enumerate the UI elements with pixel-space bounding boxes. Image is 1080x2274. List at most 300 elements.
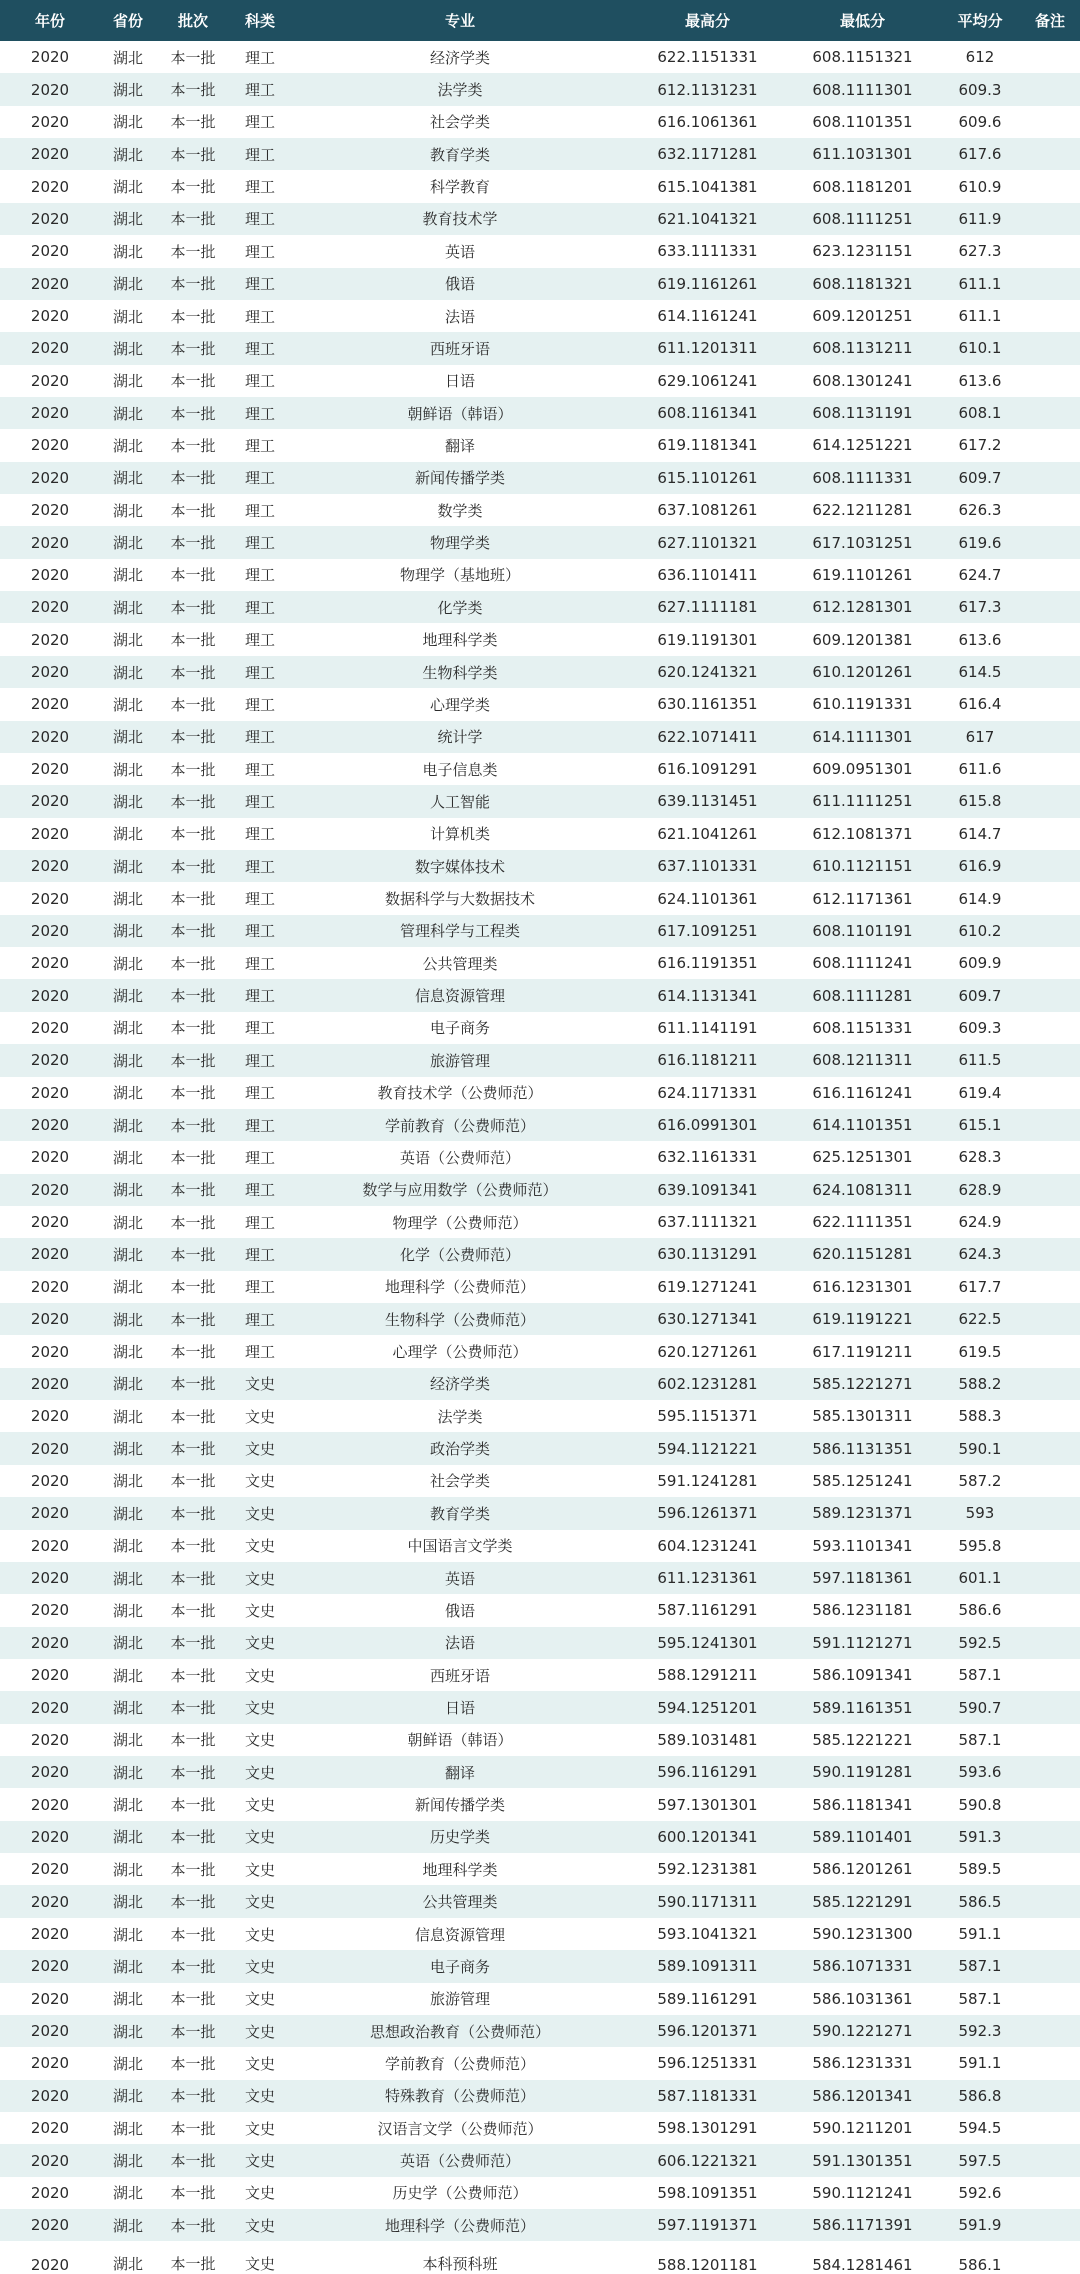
province-cell: 湖北 — [112, 1375, 143, 1394]
batch-cell: 本一批 — [170, 2216, 216, 2235]
min-score-cell: 593.1101341 — [812, 1536, 913, 1555]
remark-cell — [1020, 1141, 1080, 1173]
avg-score-cell: 601.1 — [958, 1569, 1002, 1588]
category-cell: 理工 — [244, 566, 275, 585]
major-cell: 翻译 — [444, 1763, 475, 1782]
province-cell: 湖北 — [112, 1828, 143, 1847]
table-row — [0, 1141, 1080, 1173]
header-max-score: 最高分 — [684, 12, 730, 30]
max-score-cell: 627.1111181 — [657, 598, 758, 617]
max-score-cell: 616.1061361 — [657, 112, 758, 131]
remark-cell — [1020, 818, 1080, 850]
category-cell: 理工 — [244, 1148, 275, 1167]
province-cell: 湖北 — [112, 566, 143, 585]
major-cell: 地理科学（公费师范） — [384, 2216, 535, 2235]
max-score-cell: 611.1231361 — [657, 1569, 758, 1588]
year-cell: 2020 — [30, 48, 70, 67]
max-score-cell: 612.1131231 — [657, 80, 758, 99]
major-cell: 信息资源管理 — [414, 1925, 505, 1944]
min-score-cell: 624.1081311 — [812, 1180, 913, 1199]
remark-cell — [1020, 2015, 1080, 2047]
category-cell: 理工 — [244, 987, 275, 1006]
major-cell: 社会学类 — [429, 113, 490, 132]
avg-score-cell: 617.2 — [958, 436, 1002, 455]
year-cell: 2020 — [30, 436, 70, 455]
min-score-cell: 590.1191281 — [812, 1763, 913, 1782]
avg-score-cell: 611.9 — [958, 209, 1002, 228]
remark-cell — [1020, 138, 1080, 170]
avg-score-cell: 611.6 — [958, 760, 1002, 779]
avg-score-cell: 590.7 — [958, 1698, 1002, 1717]
major-cell: 心理学类 — [429, 695, 490, 714]
table-row — [0, 818, 1080, 850]
year-cell: 2020 — [30, 1601, 70, 1620]
max-score-cell: 632.1171281 — [657, 145, 758, 164]
province-cell: 湖北 — [112, 1084, 143, 1103]
min-score-cell: 608.1101351 — [812, 112, 913, 131]
province-cell: 湖北 — [112, 1116, 143, 1135]
batch-cell: 本一批 — [170, 792, 216, 811]
province-cell: 湖北 — [112, 1019, 143, 1038]
province-cell: 湖北 — [112, 275, 143, 294]
year-cell: 2020 — [30, 1763, 70, 1782]
category-cell: 理工 — [244, 760, 275, 779]
batch-cell: 本一批 — [170, 1925, 216, 1944]
batch-cell: 本一批 — [170, 695, 216, 714]
avg-score-cell: 619.5 — [958, 1342, 1002, 1361]
batch-cell: 本一批 — [170, 728, 216, 747]
remark-cell — [1020, 365, 1080, 397]
major-cell: 思想政治教育（公费师范） — [369, 2022, 550, 2041]
year-cell: 2020 — [30, 80, 70, 99]
min-score-cell: 585.1251241 — [812, 1471, 913, 1490]
remark-cell — [1020, 73, 1080, 105]
year-cell: 2020 — [30, 663, 70, 681]
remark-cell — [1020, 1788, 1080, 1820]
table-row — [0, 429, 1080, 461]
avg-score-cell: 586.1 — [958, 2255, 1002, 2274]
category-cell: 理工 — [244, 792, 275, 811]
major-cell: 管理科学与工程类 — [399, 922, 520, 941]
table-row — [0, 1594, 1080, 1626]
year-cell: 2020 — [30, 824, 70, 843]
year-cell: 2020 — [30, 1116, 70, 1135]
year-cell: 2020 — [30, 112, 70, 131]
year-cell: 2020 — [30, 1245, 70, 1264]
major-cell: 科学教育 — [429, 178, 490, 197]
remark-cell — [1020, 1077, 1080, 1109]
remark-cell — [1020, 623, 1080, 655]
remark-cell — [1020, 1724, 1080, 1756]
header-category: 科类 — [244, 12, 275, 30]
avg-score-cell: 587.1 — [958, 1666, 1002, 1685]
avg-score-cell: 610.9 — [958, 177, 1002, 196]
max-score-cell: 617.1091251 — [657, 921, 758, 940]
province-cell: 湖北 — [112, 2152, 143, 2171]
max-score-cell: 589.1091311 — [657, 1957, 758, 1976]
max-score-cell: 619.1161261 — [657, 274, 758, 293]
remark-cell — [1020, 203, 1080, 235]
year-cell: 2020 — [30, 1439, 70, 1458]
table-row — [0, 2177, 1080, 2209]
batch-cell: 本一批 — [170, 469, 216, 488]
year-cell: 2020 — [30, 1083, 70, 1102]
category-cell: 文史 — [244, 2054, 275, 2073]
table-row — [0, 1530, 1080, 1562]
category-cell: 理工 — [244, 728, 275, 747]
max-score-cell: 598.1091351 — [657, 2183, 758, 2202]
max-score-cell: 636.1101411 — [657, 565, 758, 584]
avg-score-cell: 591.1 — [958, 1925, 1002, 1944]
min-score-cell: 609.0951301 — [812, 760, 913, 779]
remark-cell — [1020, 1271, 1080, 1303]
table-row — [0, 2241, 1080, 2273]
province-cell: 湖北 — [112, 922, 143, 941]
year-cell: 2020 — [30, 1569, 70, 1588]
remark-cell — [1020, 1950, 1080, 1982]
category-cell: 文史 — [244, 2254, 275, 2273]
avg-score-cell: 589.5 — [958, 1860, 1002, 1879]
table-row — [0, 1821, 1080, 1853]
table-row — [0, 1659, 1080, 1691]
min-score-cell: 625.1251301 — [812, 1148, 913, 1167]
major-cell: 日语 — [444, 1699, 475, 1717]
remark-cell — [1020, 2112, 1080, 2144]
avg-score-cell: 628.3 — [958, 1148, 1002, 1167]
max-score-cell: 597.1191371 — [657, 2216, 758, 2235]
batch-cell: 本一批 — [170, 436, 216, 455]
remark-cell — [1020, 1691, 1080, 1723]
avg-score-cell: 610.1 — [958, 339, 1002, 358]
max-score-cell: 621.1041261 — [657, 824, 758, 843]
major-cell: 英语（公费师范） — [399, 1148, 520, 1167]
major-cell: 化学（公费师范） — [399, 1245, 520, 1264]
remark-cell — [1020, 1530, 1080, 1562]
max-score-cell: 616.1091291 — [657, 760, 758, 779]
major-cell: 英语（公费师范） — [399, 2152, 520, 2171]
batch-cell: 本一批 — [170, 275, 216, 294]
major-cell: 教育学类 — [429, 1504, 490, 1523]
remark-cell — [1020, 300, 1080, 332]
avg-score-cell: 591.1 — [958, 2054, 1002, 2073]
year-cell: 2020 — [30, 209, 70, 228]
table-row — [0, 721, 1080, 753]
category-cell: 理工 — [244, 1051, 275, 1070]
min-score-cell: 617.1031251 — [812, 533, 913, 552]
category-cell: 理工 — [244, 1245, 275, 1264]
year-cell: 2020 — [30, 1730, 70, 1749]
batch-cell: 本一批 — [170, 1828, 216, 1847]
min-score-cell: 590.1221271 — [812, 2022, 913, 2041]
table-row — [0, 170, 1080, 202]
table-row — [0, 1109, 1080, 1141]
batch-cell: 本一批 — [170, 1116, 216, 1135]
province-cell: 湖北 — [112, 760, 143, 779]
avg-score-cell: 613.6 — [958, 630, 1002, 649]
category-cell: 文史 — [244, 1375, 275, 1394]
max-score-cell: 637.1081261 — [657, 501, 758, 520]
max-score-cell: 595.1241301 — [657, 1633, 758, 1652]
category-cell: 理工 — [244, 922, 275, 941]
year-cell: 2020 — [30, 404, 70, 423]
max-score-cell: 616.1181211 — [657, 1051, 758, 1070]
batch-cell: 本一批 — [170, 113, 216, 132]
avg-score-cell: 586.8 — [958, 2086, 1002, 2105]
major-cell: 信息资源管理 — [414, 987, 505, 1006]
max-score-cell: 588.1291211 — [657, 1666, 758, 1685]
category-cell: 理工 — [244, 598, 275, 617]
batch-cell: 本一批 — [170, 2152, 216, 2171]
avg-score-cell: 591.3 — [958, 1827, 1002, 1846]
table-row — [0, 688, 1080, 720]
avg-score-cell: 610.2 — [958, 921, 1002, 940]
avg-score-cell: 615.1 — [958, 1116, 1002, 1135]
batch-cell: 本一批 — [170, 1472, 216, 1491]
max-score-cell: 614.1161241 — [657, 307, 758, 326]
min-score-cell: 586.1231181 — [812, 1601, 913, 1620]
remark-cell — [1020, 1918, 1080, 1950]
province-cell: 湖北 — [112, 1731, 143, 1750]
table-row — [0, 332, 1080, 364]
year-cell: 2020 — [30, 1666, 70, 1685]
min-score-cell: 614.1111301 — [812, 727, 913, 746]
max-score-cell: 616.1191351 — [657, 954, 758, 973]
province-cell: 湖北 — [112, 598, 143, 617]
year-cell: 2020 — [30, 1374, 70, 1393]
category-cell: 文史 — [244, 1860, 275, 1879]
major-cell: 政治学类 — [429, 1440, 490, 1459]
remark-cell — [1020, 1659, 1080, 1691]
max-score-cell: 592.1231381 — [657, 1860, 758, 1879]
max-score-cell: 596.1161291 — [657, 1763, 758, 1782]
header-year: 年份 — [34, 12, 65, 30]
avg-score-cell: 624.3 — [958, 1245, 1002, 1264]
max-score-cell: 598.1301291 — [657, 2119, 758, 2138]
avg-score-cell: 609.9 — [958, 954, 1002, 973]
province-cell: 湖北 — [112, 1472, 143, 1491]
table-row — [0, 1788, 1080, 1820]
remark-cell — [1020, 1400, 1080, 1432]
category-cell: 理工 — [244, 1181, 275, 1200]
major-cell: 新闻传播学类 — [414, 469, 505, 488]
province-cell: 湖北 — [112, 954, 143, 973]
province-cell: 湖北 — [112, 1148, 143, 1167]
max-score-cell: 594.1121221 — [657, 1439, 758, 1458]
major-cell: 数据科学与大数据技术 — [384, 890, 535, 909]
min-score-cell: 589.1161351 — [812, 1698, 913, 1717]
min-score-cell: 591.1301351 — [812, 2151, 913, 2170]
year-cell: 2020 — [30, 2216, 70, 2235]
table-row — [0, 2080, 1080, 2112]
min-score-cell: 609.1201251 — [812, 307, 913, 326]
remark-cell — [1020, 559, 1080, 591]
avg-score-cell: 617.3 — [958, 598, 1002, 617]
year-cell: 2020 — [30, 727, 70, 746]
remark-cell — [1020, 850, 1080, 882]
batch-cell: 本一批 — [170, 1601, 216, 1620]
province-cell: 湖北 — [112, 372, 143, 391]
category-cell: 文史 — [244, 1569, 275, 1588]
batch-cell: 本一批 — [170, 1504, 216, 1523]
avg-score-cell: 587.1 — [958, 1989, 1002, 2008]
avg-score-cell: 616.4 — [958, 695, 1002, 714]
batch-cell: 本一批 — [170, 631, 216, 650]
province-cell: 湖北 — [112, 1763, 143, 1782]
max-score-cell: 588.1201181 — [657, 2255, 758, 2274]
batch-cell: 本一批 — [170, 890, 216, 909]
min-score-cell: 590.1211201 — [812, 2119, 913, 2138]
table-row — [0, 2015, 1080, 2047]
province-cell: 湖北 — [112, 436, 143, 455]
major-cell: 心理学（公费师范） — [392, 1343, 528, 1362]
avg-score-cell: 615.8 — [958, 792, 1002, 811]
avg-score-cell: 622.5 — [958, 1310, 1002, 1329]
province-cell: 湖北 — [112, 1957, 143, 1976]
table-row — [0, 1432, 1080, 1464]
avg-score-cell: 592.5 — [958, 1633, 1002, 1652]
max-score-cell: 624.1101361 — [657, 889, 758, 908]
remark-cell — [1020, 1497, 1080, 1529]
batch-cell: 本一批 — [170, 1634, 216, 1653]
major-cell: 本科预科班 — [422, 2254, 498, 2273]
max-score-cell: 624.1171331 — [657, 1083, 758, 1102]
province-cell: 湖北 — [112, 113, 143, 132]
category-cell: 理工 — [244, 857, 275, 876]
table-row — [0, 138, 1080, 170]
avg-score-cell: 617 — [965, 727, 995, 746]
major-cell: 法语 — [444, 1634, 475, 1653]
province-cell: 湖北 — [112, 178, 143, 197]
province-cell: 湖北 — [112, 825, 143, 844]
category-cell: 理工 — [244, 1213, 275, 1232]
major-cell: 朝鲜语（韩语） — [407, 1731, 513, 1750]
remark-cell — [1020, 1303, 1080, 1335]
batch-cell: 本一批 — [170, 1343, 216, 1362]
min-score-cell: 591.1121271 — [812, 1633, 913, 1652]
avg-score-cell: 611.1 — [958, 274, 1002, 293]
year-cell: 2020 — [30, 792, 70, 811]
category-cell: 理工 — [244, 469, 275, 488]
province-cell: 湖北 — [112, 857, 143, 876]
batch-cell: 本一批 — [170, 501, 216, 520]
table-row — [0, 365, 1080, 397]
major-cell: 法语 — [444, 307, 475, 326]
batch-cell: 本一批 — [170, 2184, 216, 2203]
min-score-cell: 619.1191221 — [812, 1310, 913, 1329]
batch-cell: 本一批 — [170, 1699, 216, 1717]
remark-cell — [1020, 2177, 1080, 2209]
avg-score-cell: 613.6 — [958, 371, 1002, 390]
table-row — [0, 1853, 1080, 1885]
min-score-cell: 608.1151321 — [812, 48, 913, 67]
remark-cell — [1020, 429, 1080, 461]
min-score-cell: 617.1191211 — [812, 1342, 913, 1361]
min-score-cell: 608.1111281 — [812, 986, 913, 1005]
table-row — [0, 2047, 1080, 2079]
avg-score-cell: 624.7 — [958, 565, 1002, 584]
remark-cell — [1020, 1465, 1080, 1497]
max-score-cell: 637.1111321 — [657, 1213, 758, 1232]
batch-cell: 本一批 — [170, 372, 216, 391]
province-cell: 湖北 — [112, 728, 143, 747]
category-cell: 文史 — [244, 1957, 275, 1976]
year-cell: 2020 — [30, 986, 70, 1005]
remark-cell — [1020, 1885, 1080, 1917]
category-cell: 理工 — [244, 113, 275, 132]
min-score-cell: 622.1111351 — [812, 1213, 913, 1232]
year-cell: 2020 — [30, 1407, 70, 1426]
max-score-cell: 639.1091341 — [657, 1180, 758, 1199]
year-cell: 2020 — [30, 1148, 70, 1167]
table-row — [0, 1368, 1080, 1400]
min-score-cell: 620.1151281 — [812, 1245, 913, 1264]
batch-cell: 本一批 — [170, 178, 216, 197]
major-cell: 旅游管理 — [429, 1051, 490, 1070]
batch-cell: 本一批 — [170, 566, 216, 585]
category-cell: 文史 — [244, 1828, 275, 1847]
major-cell: 计算机类 — [429, 825, 490, 844]
year-cell: 2020 — [30, 1504, 70, 1523]
max-score-cell: 589.1031481 — [657, 1730, 758, 1749]
min-score-cell: 586.1201341 — [812, 2086, 913, 2105]
batch-cell: 本一批 — [170, 307, 216, 326]
table-row — [0, 1077, 1080, 1109]
year-cell: 2020 — [30, 1471, 70, 1490]
header-avg-score: 平均分 — [957, 12, 1003, 30]
avg-score-cell: 611.5 — [958, 1051, 1002, 1070]
year-cell: 2020 — [30, 1536, 70, 1555]
province-cell: 湖北 — [112, 81, 143, 100]
year-cell: 2020 — [30, 921, 70, 940]
province-cell: 湖北 — [112, 1666, 143, 1685]
year-cell: 2020 — [30, 501, 70, 520]
max-score-cell: 621.1041321 — [657, 209, 758, 228]
batch-cell: 本一批 — [170, 825, 216, 844]
province-cell: 湖北 — [112, 501, 143, 520]
max-score-cell: 600.1201341 — [657, 1827, 758, 1846]
year-cell: 2020 — [30, 760, 70, 779]
avg-score-cell: 595.8 — [958, 1536, 1002, 1555]
major-cell: 俄语 — [444, 1601, 475, 1620]
avg-score-cell: 609.7 — [958, 468, 1002, 487]
major-cell: 电子商务 — [429, 1957, 490, 1976]
category-cell: 文史 — [244, 2152, 275, 2171]
min-score-cell: 589.1231371 — [812, 1504, 913, 1523]
max-score-cell: 597.1301301 — [657, 1795, 758, 1814]
avg-score-cell: 586.6 — [958, 1601, 1002, 1620]
remark-cell — [1020, 41, 1080, 73]
min-score-cell: 608.1151331 — [812, 1018, 913, 1037]
min-score-cell: 586.1201261 — [812, 1860, 913, 1879]
max-score-cell: 606.1221321 — [657, 2151, 758, 2170]
year-cell: 2020 — [30, 1827, 70, 1846]
year-cell: 2020 — [30, 1957, 70, 1976]
min-score-cell: 614.1101351 — [812, 1116, 913, 1135]
table-row — [0, 979, 1080, 1011]
table-row — [0, 1756, 1080, 1788]
major-cell: 法学类 — [437, 81, 483, 100]
min-score-cell: 610.1191331 — [812, 695, 913, 714]
major-cell: 俄语 — [444, 275, 475, 294]
table-row — [0, 882, 1080, 914]
year-cell: 2020 — [30, 2255, 70, 2274]
major-cell: 化学类 — [437, 598, 483, 617]
min-score-cell: 608.1211311 — [812, 1051, 913, 1070]
year-cell: 2020 — [30, 598, 70, 617]
province-cell: 湖北 — [112, 1537, 143, 1556]
batch-cell: 本一批 — [170, 2119, 216, 2138]
remark-cell — [1020, 462, 1080, 494]
